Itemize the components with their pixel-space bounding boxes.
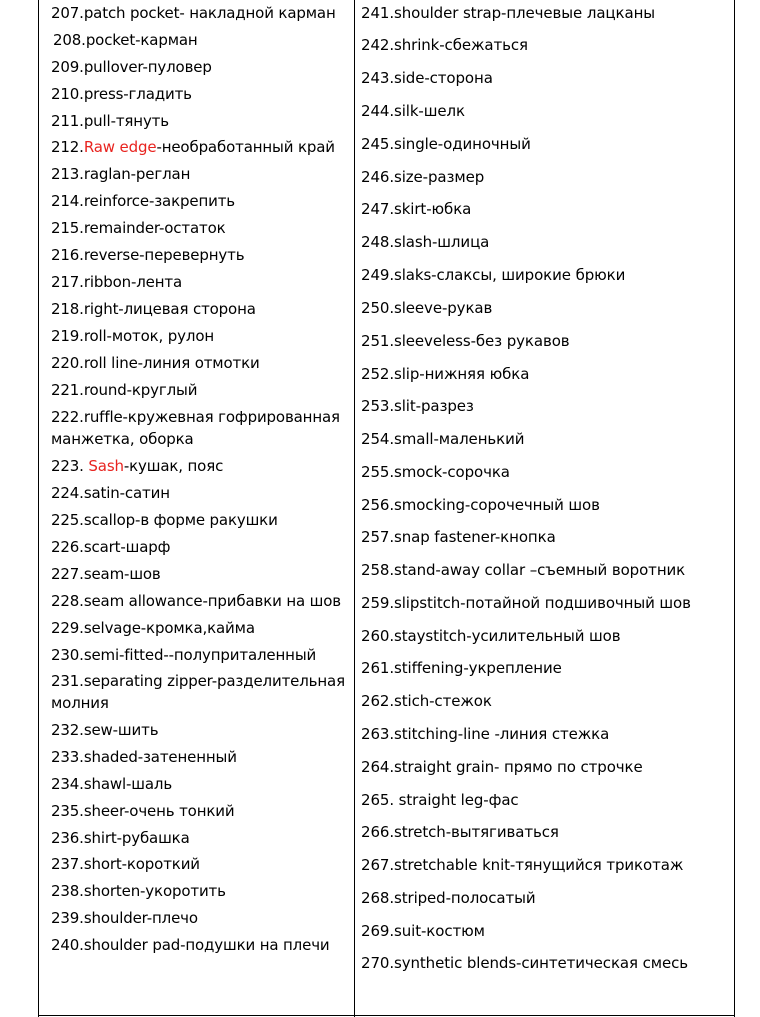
glossary-entry: 239.shoulder-плечо: [51, 909, 198, 927]
glossary-entry: 232.sew-шить: [51, 721, 159, 739]
glossary-entry: 270.synthetic blends-синтетическая смесь: [361, 954, 688, 972]
glossary-entry: 214.reinforce-закрепить: [51, 192, 235, 210]
glossary-entry: 233.shaded-затененный: [51, 748, 237, 766]
highlighted-term: Raw edge: [83, 138, 157, 156]
glossary-entry: 212.Raw edge-необработанный край: [51, 138, 335, 156]
glossary-entry: 249.slaks-слаксы, широкие брюки: [361, 266, 626, 284]
table-bottom-border: [38, 1015, 735, 1016]
glossary-entry: 263.stitching-line -линия стежка: [361, 725, 610, 743]
glossary-entry: 208.pocket-карман: [53, 31, 198, 49]
glossary-entry: 267.stretchable knit-тянущийся трикотаж: [361, 856, 684, 874]
glossary-entry: 209.pullover-пуловер: [51, 58, 212, 76]
glossary-entry: 238.shorten-укоротить: [51, 882, 226, 900]
glossary-entry: 242.shrink-сбежаться: [361, 36, 528, 54]
glossary-entry: 247.skirt-юбка: [361, 200, 472, 218]
glossary-entry: 244.silk-шелк: [361, 102, 465, 120]
glossary-entry: 257.snap fastener-кнопка: [361, 528, 556, 546]
glossary-entry: 224.satin-сатин: [51, 484, 170, 502]
glossary-entry: 231.separating zipper-разделительная молния: [51, 672, 345, 712]
glossary-entry: 253.slit-разрез: [361, 397, 474, 415]
glossary-entry: 265. straight leg-фас: [361, 791, 519, 809]
glossary-entry: 226.scart-шарф: [51, 538, 171, 556]
glossary-entry: 210.press-гладить: [51, 85, 192, 103]
table-right-border: [734, 0, 735, 1017]
glossary-entry: 222.ruffle-кружевная гофрированная манжетка, оборка: [51, 408, 340, 448]
glossary-entry: 219.roll-моток, рулон: [51, 327, 214, 345]
table-left-border: [38, 0, 39, 1017]
glossary-entry: 215.remainder-остаток: [51, 219, 226, 237]
glossary-entry: 228.seam allowance-прибавки на шов: [51, 592, 341, 610]
glossary-entry: 246.size-размер: [361, 168, 485, 186]
glossary-entry: 221.round-круглый: [51, 381, 198, 399]
glossary-entry: 269.suit-костюм: [361, 922, 485, 940]
glossary-entry: 254.small-маленький: [361, 430, 525, 448]
glossary-entry: 216.reverse-перевернуть: [51, 246, 245, 264]
glossary-entry: 236.shirt-рубашка: [51, 829, 190, 847]
glossary-entry: 223. Sash-кушак, пояс: [51, 457, 224, 475]
glossary-entry: 220.roll line-линия отмотки: [51, 354, 260, 372]
glossary-entry: 229.selvage-кромка,кайма: [51, 619, 255, 637]
glossary-entry: 230.semi-fitted--полуприталенный: [51, 646, 317, 664]
glossary-entry: 213.raglan-реглан: [51, 165, 191, 183]
glossary-entry: 259.slipstitch-потайной подшивочный шов: [361, 594, 691, 612]
glossary-entry: 235.sheer-очень тонкий: [51, 802, 235, 820]
highlighted-term: Sash: [88, 457, 124, 475]
glossary-entry: 234.shawl-шаль: [51, 775, 173, 793]
glossary-entry: 218.right-лицевая сторона: [51, 300, 256, 318]
glossary-entry: 264.straight grain- прямо по строчке: [361, 758, 643, 776]
glossary-entry: 256.smocking-сорочечный шов: [361, 496, 600, 514]
glossary-entry: 207.patch pocket- накладной карман: [51, 4, 336, 22]
glossary-entry: 248.slash-шлица: [361, 233, 490, 251]
glossary-entry: 227.seam-шов: [51, 565, 161, 583]
glossary-entry: 250.sleeve-рукав: [361, 299, 493, 317]
glossary-entry: 251.sleeveless-без рукавов: [361, 332, 570, 350]
glossary-entry: 255.smock-сорочка: [361, 463, 510, 481]
table-column-divider: [354, 0, 355, 1017]
glossary-entry: 217.ribbon-лента: [51, 273, 183, 291]
glossary-entry: 258.stand-away collar –съемный воротник: [361, 561, 686, 579]
glossary-entry: 225.scallop-в форме ракушки: [51, 511, 278, 529]
glossary-entry: 240.shoulder pad-подушки на плечи: [51, 936, 330, 954]
glossary-entry: 211.pull-тянуть: [51, 112, 169, 130]
glossary-entry: 260.staystitch-усилительный шов: [361, 627, 621, 645]
glossary-entry: 262.stich-стежок: [361, 692, 492, 710]
glossary-entry: 241.shoulder strap-плечевые лацканы: [361, 4, 656, 22]
glossary-entry: 268.striped-полосатый: [361, 889, 536, 907]
glossary-entry: 266.stretch-вытягиваться: [361, 823, 559, 841]
glossary-entry: 237.short-короткий: [51, 855, 200, 873]
glossary-entry: 243.side-сторона: [361, 69, 493, 87]
glossary-entry: 245.single-одиночный: [361, 135, 531, 153]
glossary-entry: 252.slip-нижняя юбка: [361, 365, 530, 383]
glossary-entry: 261.stiffening-укрепление: [361, 659, 562, 677]
